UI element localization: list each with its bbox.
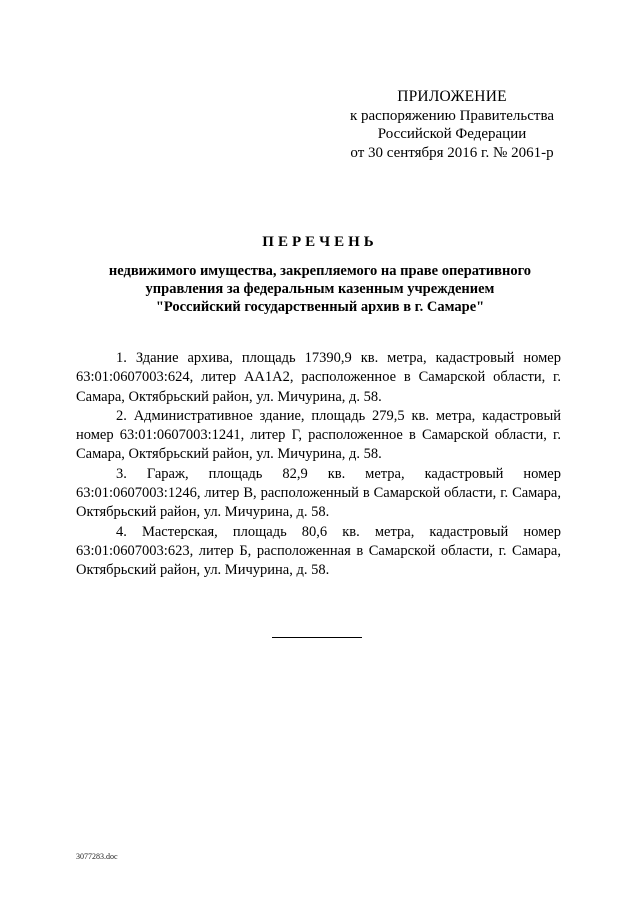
list-item: 4. Мастерская, площадь 80,6 кв. метра, кадастровый номер 63:01:0607003:623, литер Б, расположенная в Самарской области, г. Самара, Октябрьский район, ул. Мичурина, д. 58. bbox=[76, 523, 561, 579]
list-item: 3. Гараж, площадь 82,9 кв. метра, кадастровый номер 63:01:0607003:1246, литер В, расположенный в Самарской области, г. Самара, Октябрьский район, ул. Мичурина, д. 58. bbox=[76, 465, 561, 521]
document-title: ПЕРЕЧЕНЬ bbox=[262, 234, 378, 250]
subtitle-line-3: "Российский государственный архив в г. Самаре" bbox=[155, 299, 485, 315]
appendix-line-1: к распоряжению Правительства bbox=[349, 107, 554, 124]
appendix-heading: ПРИЛОЖЕНИЕ bbox=[397, 88, 507, 105]
appendix-line-2: Российской Федерации bbox=[377, 126, 527, 142]
appendix-line-3: от 30 сентября 2016 г. № 2061-р bbox=[350, 144, 554, 161]
list-item: 2. Административное здание, площадь 279,5 кв. метра, кадастровый номер 63:01:0607003:1241, литер Г, расположенное в Самарской области, г. Самара, Октябрьский район, ул. Мичурина, д. 58. bbox=[76, 407, 561, 463]
subtitle-line-1: недвижимого имущества, закрепляемого на праве оперативного bbox=[108, 263, 532, 279]
document-subtitle bbox=[60, 262, 580, 316]
subtitle-line-2: управления за федеральным казенным учреждением bbox=[145, 281, 495, 297]
appendix-block bbox=[340, 88, 564, 162]
list-item: 1. Здание архива, площадь 17390,9 кв. метра, кадастровый номер 63:01:0607003:624, литер АА1А2, расположенное в Самарской области, г. Самара, Октябрьский район, ул. Мичурина, д. 58. bbox=[76, 350, 561, 405]
footer-filename: 3077283.doc bbox=[76, 852, 118, 861]
property-list bbox=[76, 349, 561, 581]
end-divider bbox=[272, 637, 362, 638]
